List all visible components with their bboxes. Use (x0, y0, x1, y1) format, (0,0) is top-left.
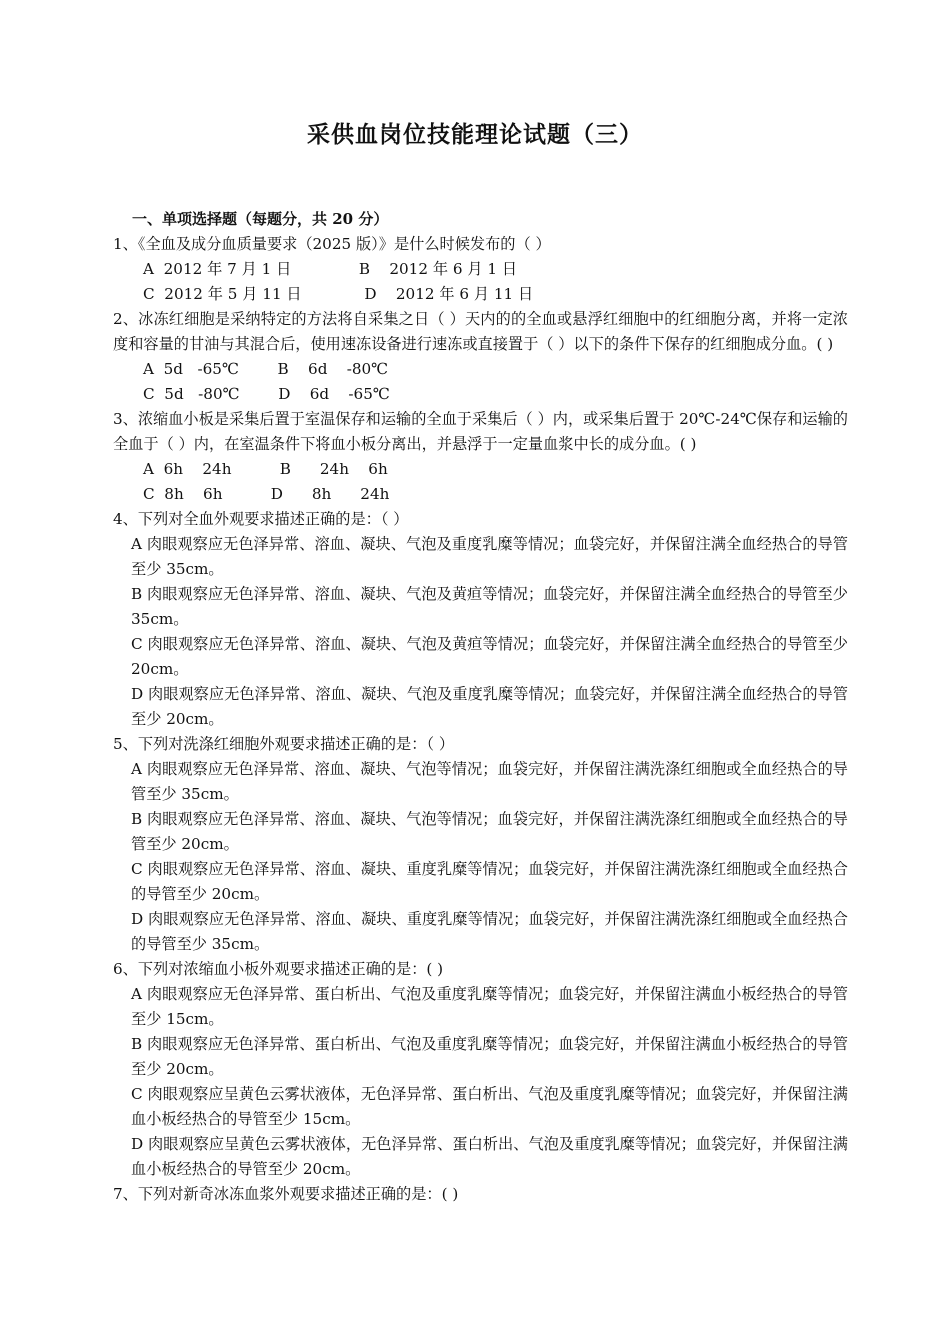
question-4-option-a: A 肉眼观察应无色泽异常、溶血、凝块、气泡及重度乳糜等情况；血袋完好，并保留注满全血经热合的导管至少 35cm。 (131, 535, 848, 578)
question-1-options-row-1: A 2012 年 7 月 1 日 B 2012 年 6 月 1 日 (143, 260, 518, 278)
question-5-option-c: C 肉眼观察应无色泽异常、溶血、凝块、重度乳糜等情况；血袋完好，并保留注满洗涤红细胞或全血经热合的导管至少 20cm。 (131, 860, 848, 903)
question-6-option-a: A 肉眼观察应无色泽异常、蛋白析出、气泡及重度乳糜等情况；血袋完好，并保留注满血小板经热合的导管至少 15cm。 (131, 985, 848, 1028)
question-5-option-b: B 肉眼观察应无色泽异常、溶血、凝块、气泡等情况；血袋完好，并保留注满洗涤红细胞或全血经热合的导管至少 20cm。 (131, 810, 848, 853)
question-2-options-row-2: C 5d -80℃ D 6d -65℃ (143, 385, 390, 403)
question-1-options-row-2: C 2012 年 5 月 11 日 D 2012 年 6 月 11 日 (143, 285, 534, 303)
question-6-stem: 6、下列对浓缩血小板外观要求描述正确的是：( ) (113, 960, 444, 978)
question-4-option-b: B 肉眼观察应无色泽异常、溶血、凝块、气泡及黄疸等情况；血袋完好，并保留注满全血经热合的导管至少 35cm。 (131, 585, 848, 628)
question-4-option-c: C 肉眼观察应无色泽异常、溶血、凝块、气泡及黄疸等情况；血袋完好，并保留注满全血经热合的导管至少 20cm。 (131, 635, 848, 678)
question-6-option-b: B 肉眼观察应无色泽异常、蛋白析出、气泡及重度乳糜等情况；血袋完好，并保留注满血小板经热合的导管至少 20cm。 (131, 1035, 848, 1078)
question-5-stem: 5、下列对洗涤红细胞外观要求描述正确的是：（ ） (113, 735, 455, 753)
question-4-option-d: D 肉眼观察应无色泽异常、溶血、凝块、气泡及重度乳糜等情况；血袋完好，并保留注满全血经热合的导管至少 20cm。 (131, 685, 848, 728)
question-3-options-row-2: C 8h 6h D 8h 24h (143, 485, 390, 503)
question-6-option-d: D 肉眼观察应呈黄色云雾状液体，无色泽异常、蛋白析出、气泡及重度乳糜等情况；血袋完好，并保留注满血小板经热合的导管至少 20cm。 (131, 1135, 848, 1178)
question-6-option-c: C 肉眼观察应呈黄色云雾状液体，无色泽异常、蛋白析出、气泡及重度乳糜等情况；血袋完好，并保留注满血小板经热合的导管至少 15cm。 (131, 1085, 848, 1128)
question-3-options-row-1: A 6h 24h B 24h 6h (143, 460, 388, 478)
question-2-options-row-1: A 5d -65℃ B 6d -80℃ (143, 360, 389, 378)
question-5-option-a: A 肉眼观察应无色泽异常、溶血、凝块、气泡等情况；血袋完好，并保留注满洗涤红细胞或全血经热合的导管至少 35cm。 (131, 760, 848, 803)
question-1-stem: 1、《全血及成分血质量要求（2025 版）》是什么时候发布的（ ） (113, 235, 551, 253)
question-list (113, 232, 848, 1207)
question-5-option-d: D 肉眼观察应无色泽异常、溶血、凝块、重度乳糜等情况；血袋完好，并保留注满洗涤红细胞或全血经热合的导管至少 35cm。 (131, 910, 848, 953)
question-4-stem: 4、下列对全血外观要求描述正确的是：（ ） (113, 510, 409, 528)
document-title: 采供血岗位技能理论试题（三） (307, 121, 643, 148)
question-7-stem: 7、下列对新奇冰冻血浆外观要求描述正确的是：( ) (113, 1185, 459, 1203)
section-heading: 一、单项选择题（每题分，共 20 分） (132, 210, 389, 228)
question-3-stem: 3、浓缩血小板是采集后置于室温保存和运输的全血于采集后（ ）内，或采集后置于 20℃-24℃保存和运输的全血于（ ）内，在室温条件下将血小板分离出，并悬浮于一定量血浆中长的成分血。( ) (113, 410, 848, 453)
question-2-stem: 2、冰冻红细胞是采纳特定的方法将自采集之日（ ）天内的的全血或悬浮红细胞中的红细胞分离，并将一定浓度和容量的甘油与其混合后，使用速冻设备进行速冻或直接置于（ ）以下的条件下保存的红细胞成分血。( ) (113, 310, 848, 353)
